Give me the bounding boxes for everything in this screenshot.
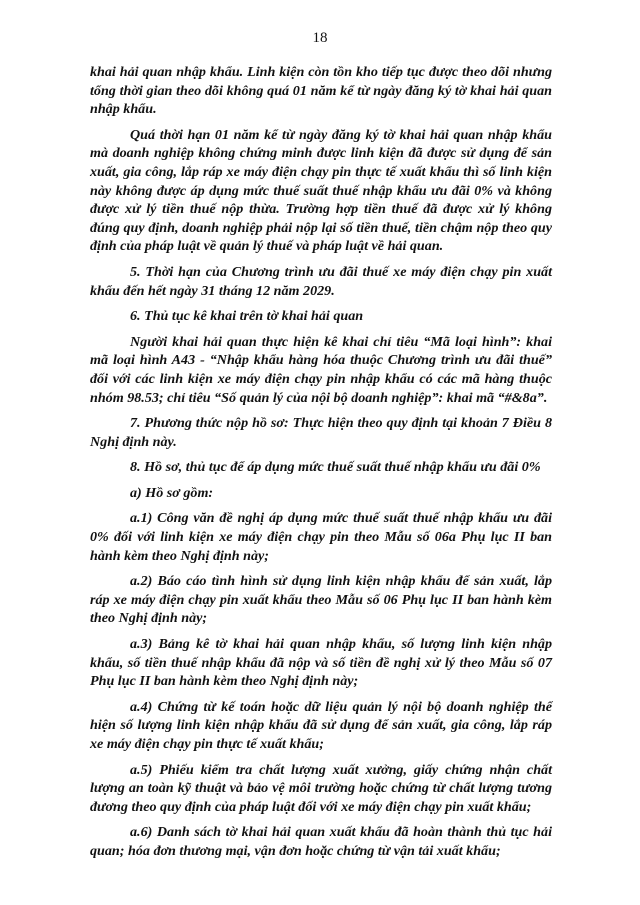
paragraph-item-6-heading: 6. Thủ tục kê khai trên tờ khai hải quan: [130, 308, 364, 325]
paragraph-item-a5: a.5) Phiếu kiểm tra chất lượng xuất xưởng, giấy chứng nhận chất lượng an toàn kỹ thuật và bảo vệ môi trường hoặc chứng từ chất lượng tương đương theo quy định của pháp luật đối với xe máy điện chạy pin xuất khẩu;: [90, 761, 552, 815]
paragraph-item-a3: a.3) Bảng kê tờ khai hải quan nhập khẩu, số lượng linh kiện nhập khẩu, số tiền thuế nhập khẩu đã nộp và số tiền đề nghị xử lý theo Mẫu số 07 Phụ lục II ban hành kèm theo Nghị định này;: [90, 636, 552, 690]
paragraph-item-8-heading: 8. Hồ sơ, thủ tục để áp dụng mức thuế suất thuế nhập khẩu ưu đãi 0%: [130, 459, 541, 476]
paragraph-item-5: 5. Thời hạn của Chương trình ưu đãi thuế xe máy điện chạy pin xuất khẩu đến hết ngày 31 tháng 12 năm 2029.: [90, 263, 552, 299]
paragraph-item-6-body: Người khai hải quan thực hiện kê khai chỉ tiêu “Mã loại hình”: khai mã loại hình A43 - “Nhập khẩu hàng hóa thuộc Chương trình ưu đãi thuế” đối với các linh kiện xe máy điện chạy pin nhập khẩu có các mã hàng thuộc nhóm 98.53; chỉ tiêu “Số quản lý của nội bộ doanh nghiệp”: khai mã “#&8a”.: [90, 333, 552, 406]
paragraph-expiry-rule: Quá thời hạn 01 năm kể từ ngày đăng ký tờ khai hải quan nhập khẩu mà doanh nghiệp không chứng minh được linh kiện đã được sử dụng để sản xuất, gia công, lắp ráp xe máy điện chạy pin thực tế xuất khẩu thì số linh kiện này không được áp dụng mức thuế suất thuế nhập khẩu ưu đãi 0% và không được xử lý tiền thuế nộp thừa. Trường hợp tiền thuế đã được xử lý không đúng quy định, doanh nghiệp phải nộp lại số tiền thuế, tiền chậm nộp theo quy định của pháp luật về quản lý thuế và pháp luật về hải quan.: [90, 126, 552, 255]
paragraph-item-a4: a.4) Chứng từ kế toán hoặc dữ liệu quản lý nội bộ doanh nghiệp thể hiện số lượng linh kiện nhập khẩu đã sử dụng để sản xuất, gia công, lắp ráp xe máy điện chạy pin thực tế xuất khẩu;: [90, 698, 552, 752]
paragraph-item-8a-heading: a) Hồ sơ gồm:: [130, 484, 214, 501]
document-body: [90, 63, 552, 868]
paragraph-item-7: 7. Phương thức nộp hồ sơ: Thực hiện theo quy định tại khoản 7 Điều 8 Nghị định này.: [90, 415, 552, 450]
paragraph-item-a1: a.1) Công văn đề nghị áp dụng mức thuế suất thuế nhập khẩu ưu đãi 0% đối với linh kiện xe máy điện chạy pin theo Mẫu số 06a Phụ lục II ban hành kèm theo Nghị định này;: [90, 510, 552, 564]
paragraph-continuation: khai hải quan nhập khẩu. Linh kiện còn tồn kho tiếp tục được theo dõi nhưng tổng thời gian theo dõi không quá 01 năm kể từ ngày đăng ký tờ khai hải quan nhập khẩu.: [90, 64, 552, 118]
paragraph-item-a6: a.6) Danh sách tờ khai hải quan xuất khẩu đã hoàn thành thủ tục hải quan; hóa đơn thương mại, vận đơn hoặc chứng từ vận tải xuất khẩu;: [90, 824, 552, 859]
paragraph-item-a2: a.2) Báo cáo tình hình sử dụng linh kiện nhập khẩu để sản xuất, lắp ráp xe máy điện chạy pin xuất khẩu theo Mẫu số 06 Phụ lục II ban hành kèm theo Nghị định này;: [90, 573, 552, 627]
page-number: 18: [312, 30, 328, 46]
